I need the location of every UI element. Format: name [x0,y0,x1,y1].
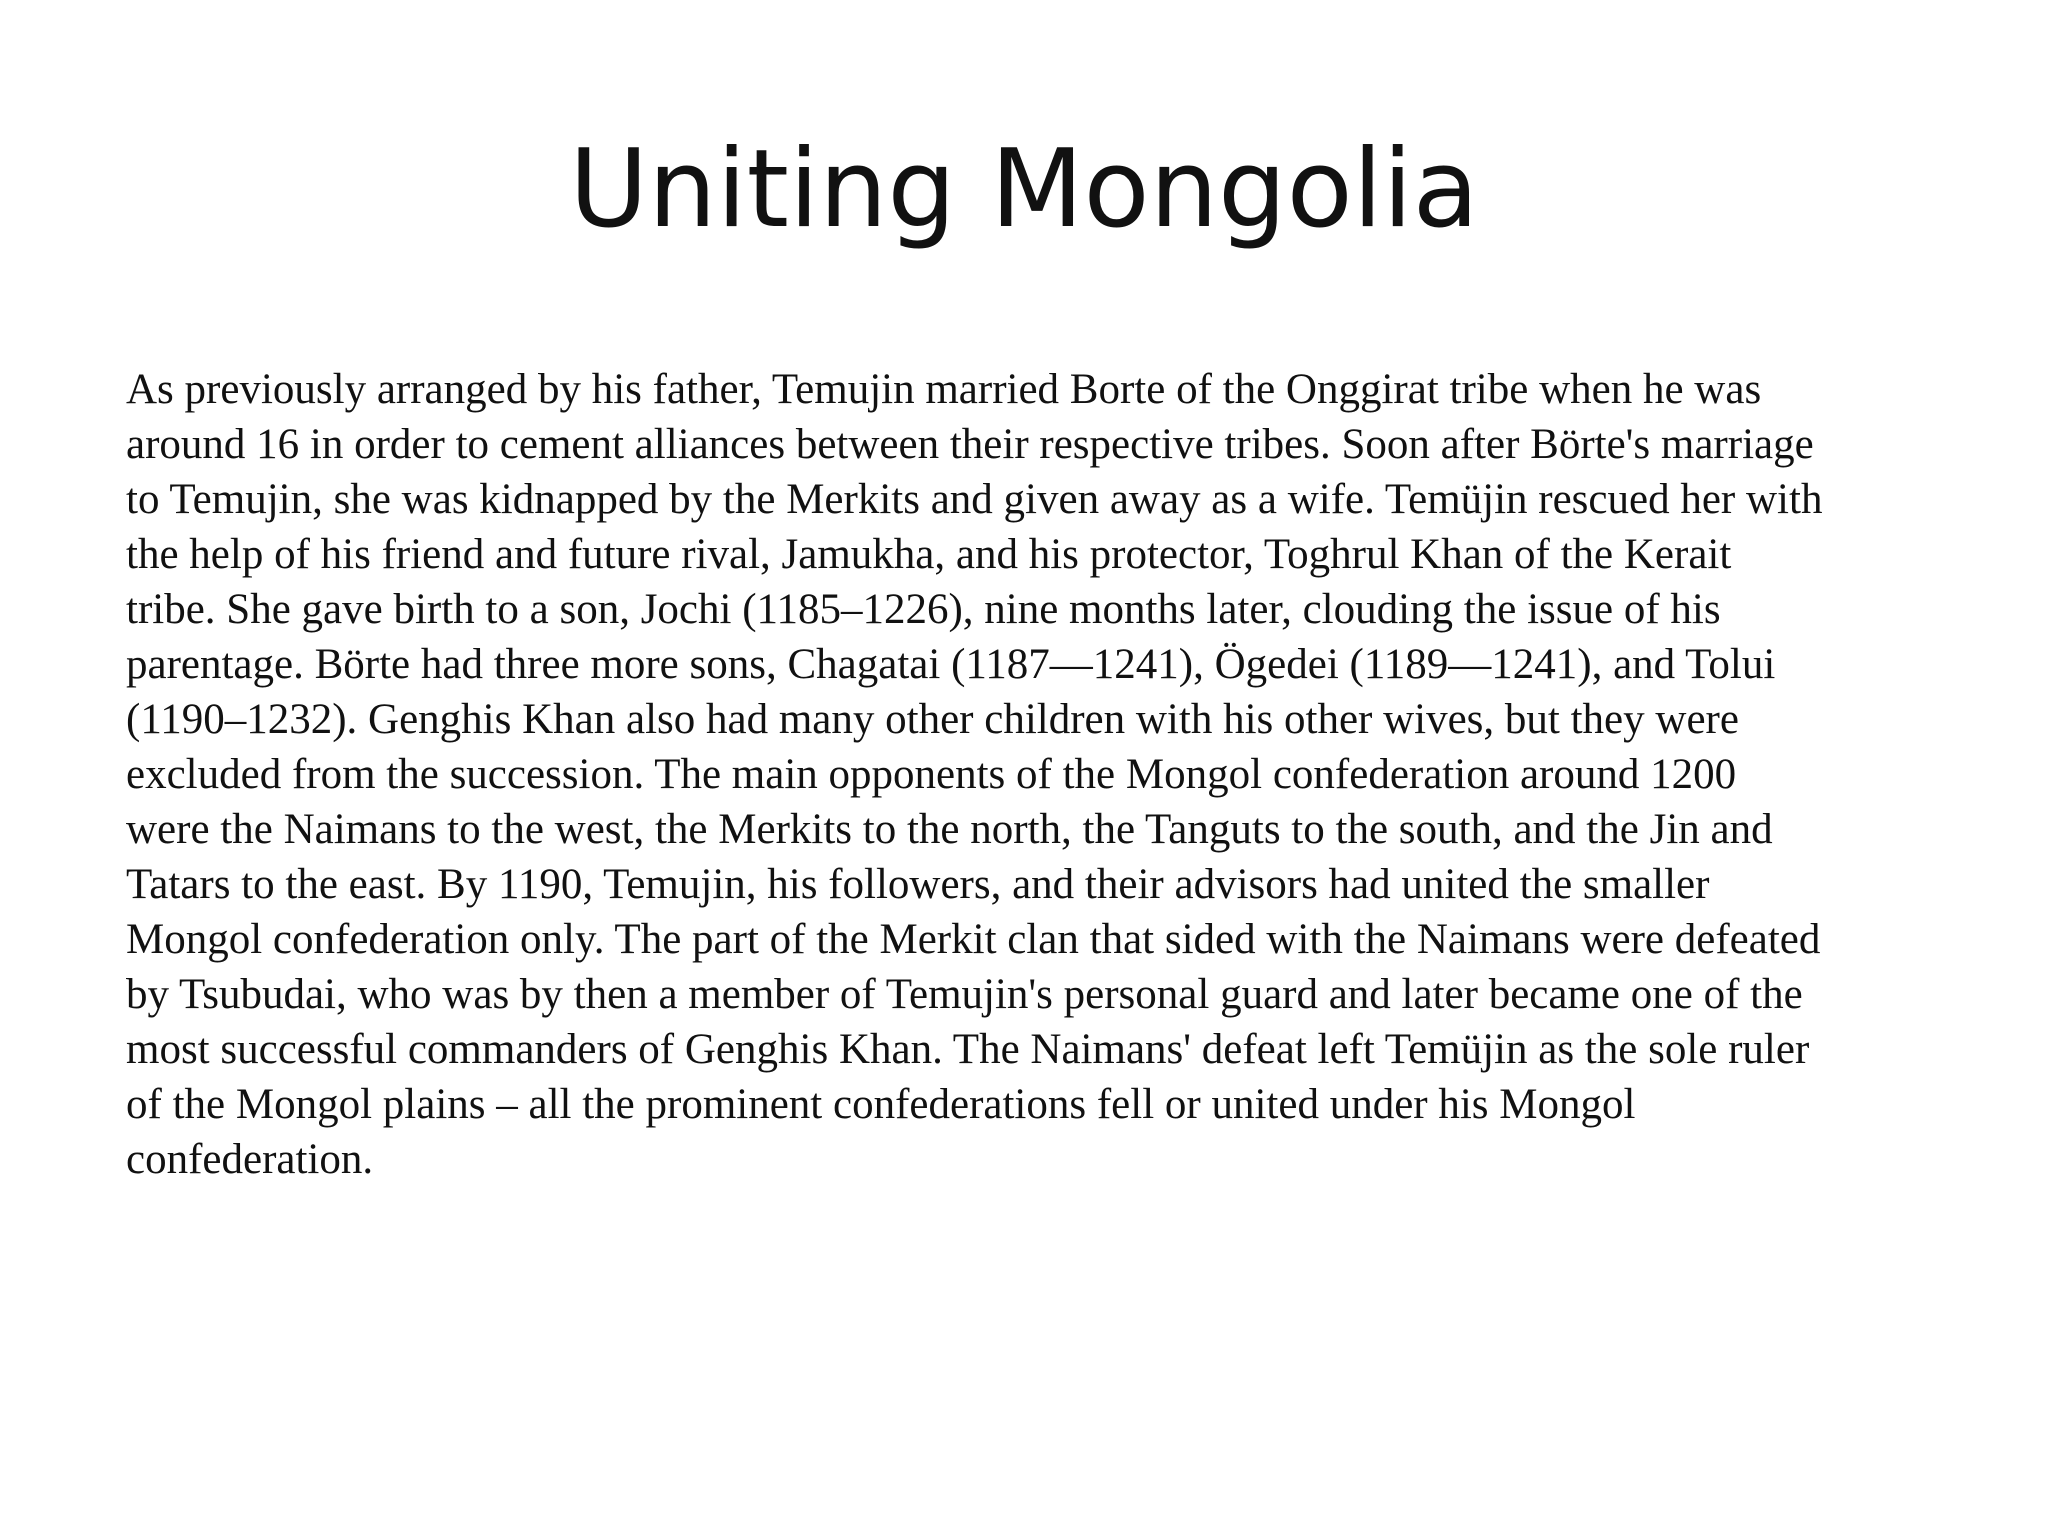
body-line: by Tsubudai, who was by then a member of Temujin's personal guard and later became one of the [126,971,1803,1018]
body-line: most successful commanders of Genghis Khan. The Naimans' defeat left Temüjin as the sole ruler [126,1026,1810,1073]
slide-title: Uniting Mongolia [569,127,1479,252]
slide-body-text [126,362,1966,1187]
body-line: to Temujin, she was kidnapped by the Merkits and given away as a wife. Temüjin rescued her with [126,476,1823,523]
body-line: Mongol confederation only. The part of the Merkit clan that sided with the Naimans were defeated [126,916,1821,963]
body-line: confederation. [126,1136,374,1183]
body-line: of the Mongol plains – all the prominent confederations fell or united under his Mongol [126,1081,1636,1128]
body-line: parentage. Börte had three more sons, Chagatai (1187—1241), Ögedei (1189—1241), and Tolui [126,641,1776,688]
body-line: Tatars to the east. By 1190, Temujin, his followers, and their advisors had united the smaller [126,861,1710,908]
body-line: were the Naimans to the west, the Merkits to the north, the Tanguts to the south, and the Jin and [126,806,1773,853]
body-line: tribe. She gave birth to a son, Jochi (1185–1226), nine months later, clouding the issue of his [126,586,1721,633]
body-line: (1190–1232). Genghis Khan also had many other children with his other wives, but they were [126,696,1739,743]
body-line: As previously arranged by his father, Temujin married Borte of the Onggirat tribe when he was [126,366,1762,413]
body-line: around 16 in order to cement alliances between their respective tribes. Soon after Börte's marriage [126,421,1814,468]
body-line: excluded from the succession. The main opponents of the Mongol confederation around 1200 [126,751,1737,798]
body-line: the help of his friend and future rival, Jamukha, and his protector, Toghrul Khan of the Kerait [126,531,1732,578]
